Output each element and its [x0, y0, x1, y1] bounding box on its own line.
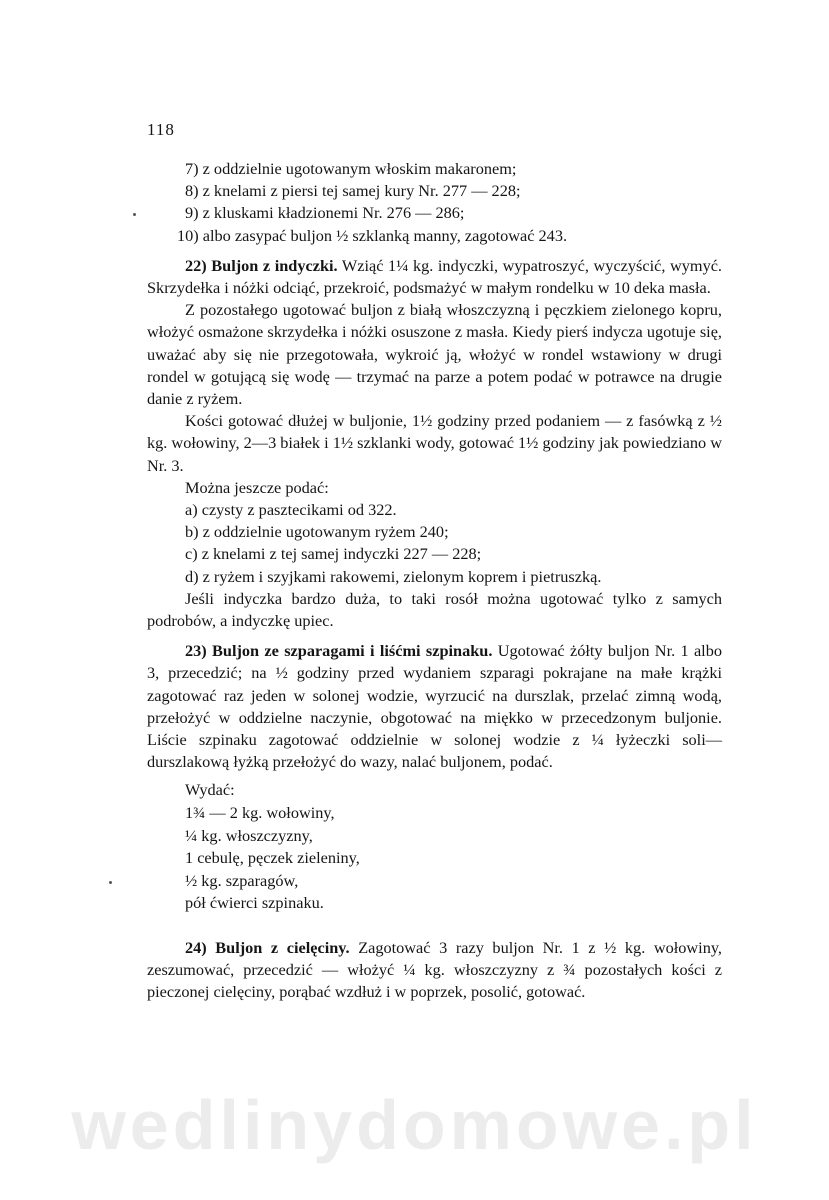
- list-item: 7) z oddzielnie ugotowanym włoskim makaronem;: [185, 159, 517, 178]
- recipe-22-paragraph: Można jeszcze podać:: [185, 477, 329, 497]
- ingredient-item: 1 cebulę, pęczek zieleniny,: [185, 848, 360, 868]
- list-item: 9) z kluskami kładzionemi Nr. 276 — 286;: [185, 203, 465, 223]
- recipe-22-paragraph: Kości gotować dłużej w buljonie, 1½ godziny przed podaniem — z fasówką z ½ kg. wołowiny, 2—3 białek i 1½ szklanki wody, gotować 1½ godziny jak powiedziano w Nr. 3.: [147, 411, 722, 475]
- ingredient-item: ¼ kg. włoszczyzny,: [185, 825, 313, 845]
- recipe-24-title: 24) Buljon z cielęciny.: [185, 938, 350, 958]
- option-item: a) czysty z pasztecikami od 322.: [185, 500, 397, 520]
- list-item: 10) albo zasypać buljon ½ szklanką manny, zagotować 243.: [177, 225, 568, 245]
- recipe-22-text: Wziąć 1¼ kg. indyczki, wypatroszyć, wyczyścić, wymyć. Skrzydełka i nóżki odciąć, przekroić, podsmażyć w małym rondelku w 10 deka masła.: [147, 255, 723, 298]
- recipe-22-paragraph: Jeśli indyczka bardzo duża, to taki rosół można ugotować tylko z samych podrobów, a indyczkę upiec.: [147, 588, 722, 631]
- page-content: [147, 158, 722, 1004]
- recipe-24: [147, 937, 722, 1004]
- ingredient-item: pół ćwierci szpinaku.: [185, 893, 324, 913]
- ingredients-list: [147, 779, 722, 915]
- speck-mark: [133, 213, 136, 216]
- ingredient-item: ½ kg. szparagów,: [185, 870, 299, 890]
- ingredient-item: 1¾ — 2 kg. wołowiny,: [185, 803, 335, 823]
- recipe-22-title: 22) Buljon z indyczki.: [185, 255, 338, 275]
- recipe-22-paragraph: Z pozostałego ugotować buljon z białą włoszczyzną i pęczkiem zielonego kopru, włożyć osmażone skrzydełka i nóżki osuszone z masła. Kiedy pierś indycza ugotuje się, uważać aby się nie przegotowała, wykroić ją, włożyć w rondel wstawiony w drugi rondel w gotującą się wodę — trzymać na parze a potem podać w potrawce na drugie danie z ryżem.: [147, 300, 722, 409]
- option-item: d) z ryżem i szyjkami rakowemi, zielonym koprem i pietruszką.: [185, 566, 602, 586]
- recipe-24-text: Zagotować 3 razy buljon Nr. 1 z ½ kg. wołowiny, zeszumować, przecedzić — włożyć ¼ kg. włoszczyzny z ¾ pozostałych kości z pieczonej cielęciny, porąbać wzdłuż i w poprzek, posolić, gotować.: [147, 938, 722, 1002]
- list-item: 8) z knelami z piersi tej samej kury Nr. 277 — 228;: [185, 181, 521, 201]
- recipe-22: [147, 255, 722, 299]
- option-item: b) z oddzielnie ugotowanym ryżem 240;: [185, 522, 449, 542]
- page-number: 118: [147, 120, 175, 139]
- speck-mark: [109, 881, 112, 884]
- ingredients-label: Wydać:: [185, 780, 235, 800]
- option-item: c) z knelami z tej samej indyczki 227 — 228;: [185, 544, 482, 564]
- recipe-23-text: Ugotować żółty buljon Nr. 1 albo 3, przecedzić; na ½ godziny przed wydaniem szparagi pokrajane na małe krążki zagotować raz jeden w solonej wodzie, wyrzucić na durszlak, przelać zimną wodą, przełożyć w oddzielne naczynie, obgotować na miękko w przecedzonym buljonie. Liście szpinaku zagotować oddzielnie w solonej wodzie z ¼ łyżeczki soli—durszlakową łyżką przełożyć do wazy, nalać buljonem, podać.: [147, 641, 722, 772]
- watermark: wedlinydomowe.pl: [71, 1086, 758, 1164]
- recipe-23-title: 23) Buljon ze szparagami i liśćmi szpinaku.: [185, 641, 493, 661]
- recipe-23: [147, 640, 722, 773]
